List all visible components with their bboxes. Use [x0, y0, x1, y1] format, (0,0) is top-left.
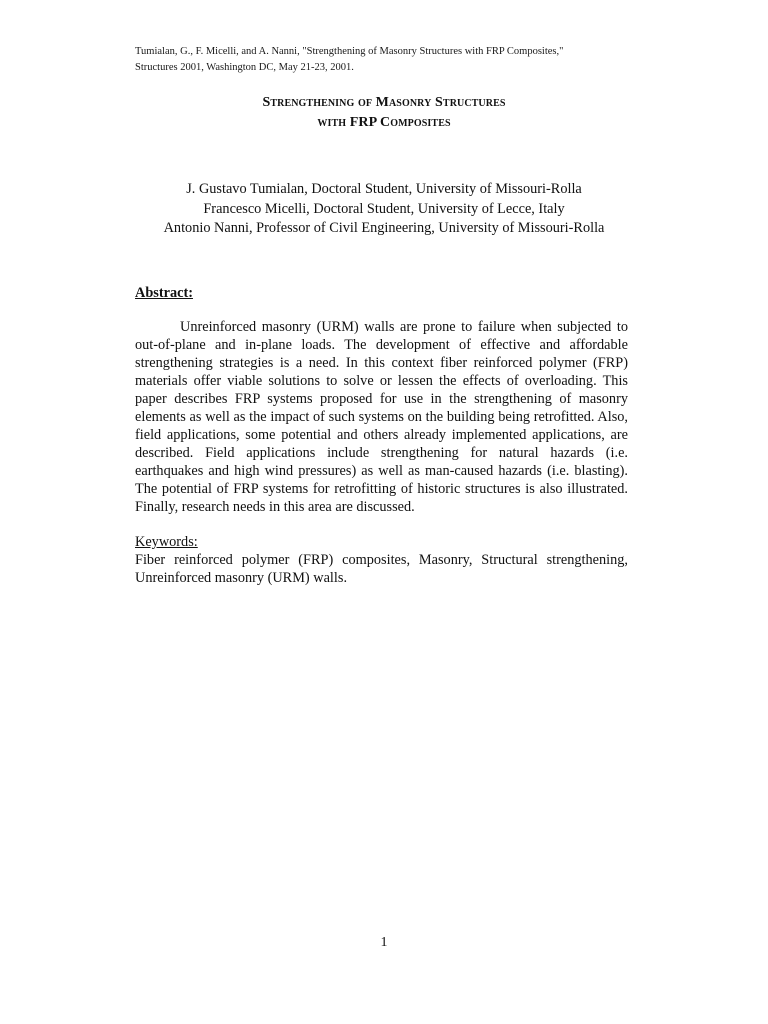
- page-number: 1: [380, 935, 388, 950]
- paper-title-line-1: Strengthening of Masonry Structures: [262, 95, 506, 110]
- paper-title-line-2: with FRP Composites: [317, 115, 451, 130]
- abstract-heading: Abstract:: [135, 285, 193, 301]
- keywords-body: Fiber reinforced polymer (FRP) composites, Masonry, Structural strengthening, Unreinforced masonry (URM) walls.: [135, 552, 628, 586]
- author-line-1: J. Gustavo Tumialan, Doctoral Student, University of Missouri-Rolla: [186, 181, 582, 197]
- citation-line-1: Tumialan, G., F. Micelli, and A. Nanni, "Strengthening of Masonry Structures with FRP Composites,": [135, 46, 564, 57]
- author-list: [0, 180, 768, 239]
- paper-title: [0, 93, 768, 133]
- citation-header: [135, 44, 655, 76]
- abstract-body: Unreinforced masonry (URM) walls are prone to failure when subjected to out-of-plane and in-plane loads. The development of effective and affordable strengthening strategies is a need. In this context fiber reinforced polymer (FRP) materials offer viable solutions to solve or lessen the effects of overloading. This paper describes FRP systems proposed for use in the strengthening of masonry elements as well as the impact of such systems on the building being retrofitted. Also, field applications, some potential and others already implemented applications, are described. Field applications include strengthening for natural hazards (i.e. earthquakes and high wind pressures) as well as man-caused hazards (i.e. blasting). The potential of FRP systems for retrofitting of historic structures is also illustrated. Finally, research needs in this area are discussed.: [135, 319, 628, 515]
- citation-line-2: Structures 2001, Washington DC, May 21-23, 2001.: [135, 62, 354, 73]
- keywords-heading: Keywords:: [135, 534, 198, 550]
- author-line-2: Francesco Micelli, Doctoral Student, University of Lecce, Italy: [203, 200, 565, 217]
- author-line-3: Antonio Nanni, Professor of Civil Engineering, University of Missouri-Rolla: [163, 220, 605, 236]
